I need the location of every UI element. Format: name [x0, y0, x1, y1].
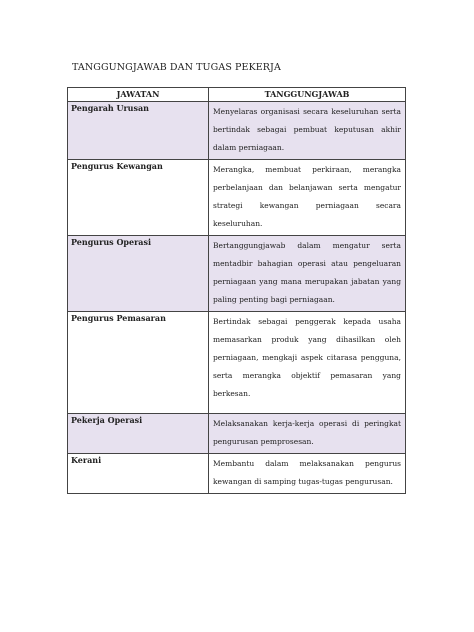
- role-cell: Kerani: [68, 454, 209, 494]
- table-header-row: [68, 88, 406, 102]
- table-row: [68, 414, 406, 454]
- role-cell: Pengurus Operasi: [68, 236, 209, 312]
- duty-cell: Bertindak sebagai penggerak kepada usaha memasarkan produk yang dihasilkan oleh perniagaan, mengkaji aspek citarasa pengguna, serta merangka objektif pemasaran yang berkesan.: [209, 312, 406, 414]
- header-duty: TANGGUNGJAWAB: [209, 88, 406, 102]
- duty-cell: Melaksanakan kerja-kerja operasi di peringkat pengurusan pemprosesan.: [209, 414, 406, 454]
- role-cell: Pekerja Operasi: [68, 414, 209, 454]
- table-row: [68, 102, 406, 160]
- table-row: [68, 160, 406, 236]
- role-cell: Pengurus Pemasaran: [68, 312, 209, 414]
- roles-table: [67, 87, 406, 494]
- role-cell: Pengarah Urusan: [68, 102, 209, 160]
- document-title: TANGGUNGJAWAB DAN TUGAS PEKERJA: [72, 62, 281, 73]
- table-row: [68, 236, 406, 312]
- duty-cell: Bertanggungjawab dalam mengatur serta mentadbir bahagian operasi atau pengeluaran perniagaan yang mana merupakan jabatan yang paling penting bagi perniagaan.: [209, 236, 406, 312]
- duty-cell: Merangka, membuat perkiraan, merangka perbelanjaan dan belanjawan serta mengatur strategi kewangan perniagaan secara keseluruhan.: [209, 160, 406, 236]
- header-role: JAWATAN: [68, 88, 209, 102]
- table-row: [68, 312, 406, 414]
- table-row: [68, 454, 406, 494]
- duty-cell: Menyelaras organisasi secara keseluruhan serta bertindak sebagai pembuat keputusan akhir dalam perniagaan.: [209, 102, 406, 160]
- duty-cell: Membantu dalam melaksanakan pengurus kewangan di samping tugas-tugas pengurusan.: [209, 454, 406, 494]
- role-cell: Pengurus Kewangan: [68, 160, 209, 236]
